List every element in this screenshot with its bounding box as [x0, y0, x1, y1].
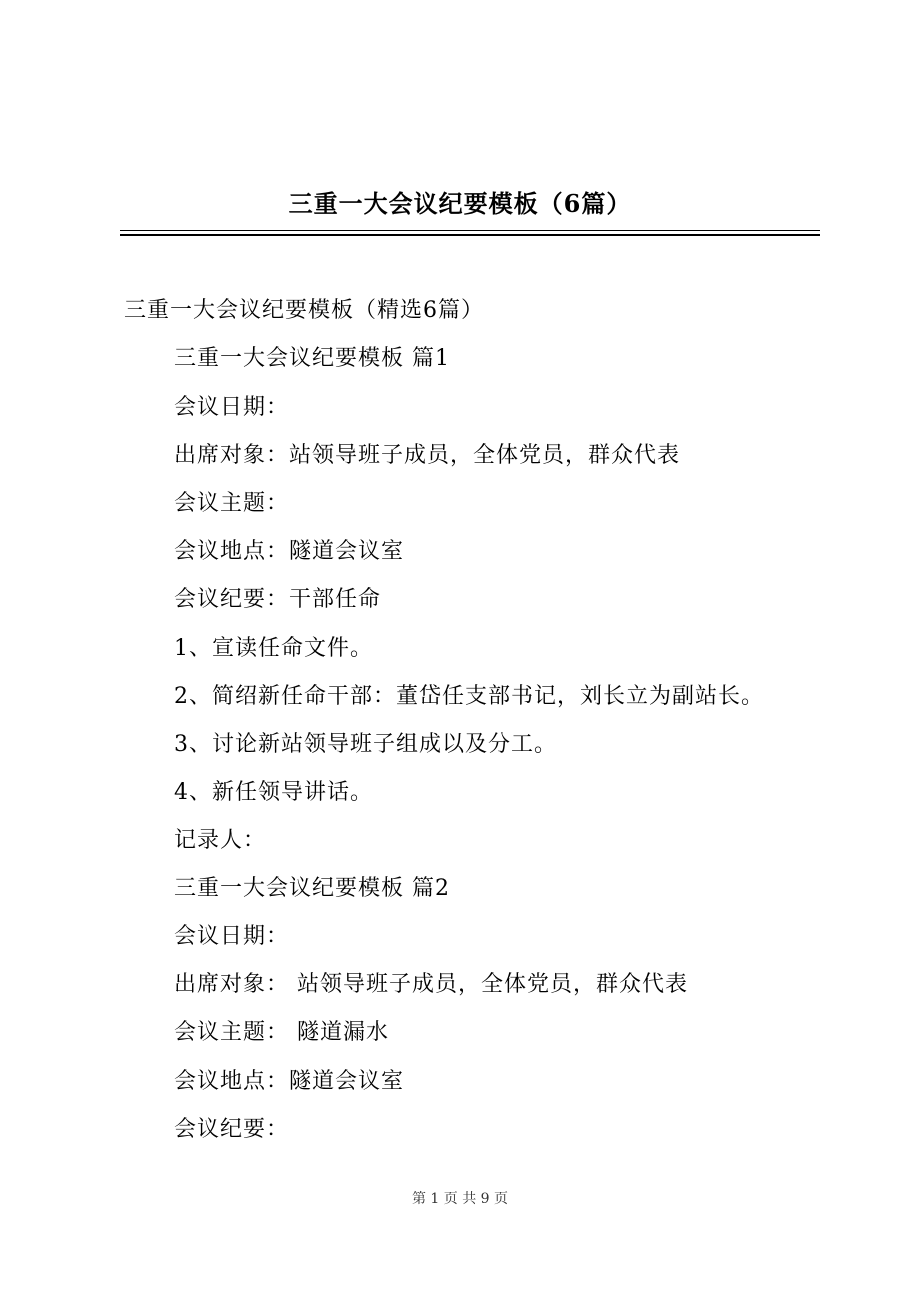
meeting-date-1: 会议日期： [174, 395, 290, 420]
attendees-1: 出席对象：站领导班子成员，全体党员，群众代表 [174, 443, 681, 468]
recorder-1: 记录人： [174, 828, 267, 853]
agenda-item-2: 2、简绍新任命干部：董岱任支部书记，刘长立为副站长。 [174, 684, 764, 709]
section-heading-1: 三重一大会议纪要模板 篇1 [174, 346, 450, 371]
title-underline-thick [120, 234, 820, 236]
meeting-location-2: 会议地点：隧道会议室 [174, 1069, 405, 1094]
agenda-item-3: 3、讨论新站领导班子组成以及分工。 [174, 732, 557, 757]
meeting-location-1: 会议地点：隧道会议室 [174, 539, 405, 564]
section-heading-2: 三重一大会议纪要模板 篇2 [174, 876, 450, 901]
meeting-minutes-2: 会议纪要： [174, 1117, 290, 1142]
attendees-2: 出席对象： 站领导班子成员，全体党员，群众代表 [174, 972, 688, 997]
agenda-item-4: 4、新任领导讲话。 [174, 780, 373, 805]
page-footer: 第 1 页 共 9 页 [411, 1191, 509, 1207]
meeting-date-2: 会议日期： [174, 924, 290, 949]
meeting-minutes-1: 会议纪要：干部任命 [174, 587, 382, 612]
meeting-topic-2: 会议主题： 隧道漏水 [174, 1020, 389, 1045]
agenda-item-1: 1、宣读任命文件。 [174, 636, 373, 661]
intro-heading: 三重一大会议纪要模板（精选6篇） [124, 298, 484, 323]
title-underline-thin [120, 230, 820, 231]
document-title: 三重一大会议纪要模板（6篇） [288, 189, 632, 218]
meeting-topic-1: 会议主题： [174, 491, 290, 516]
